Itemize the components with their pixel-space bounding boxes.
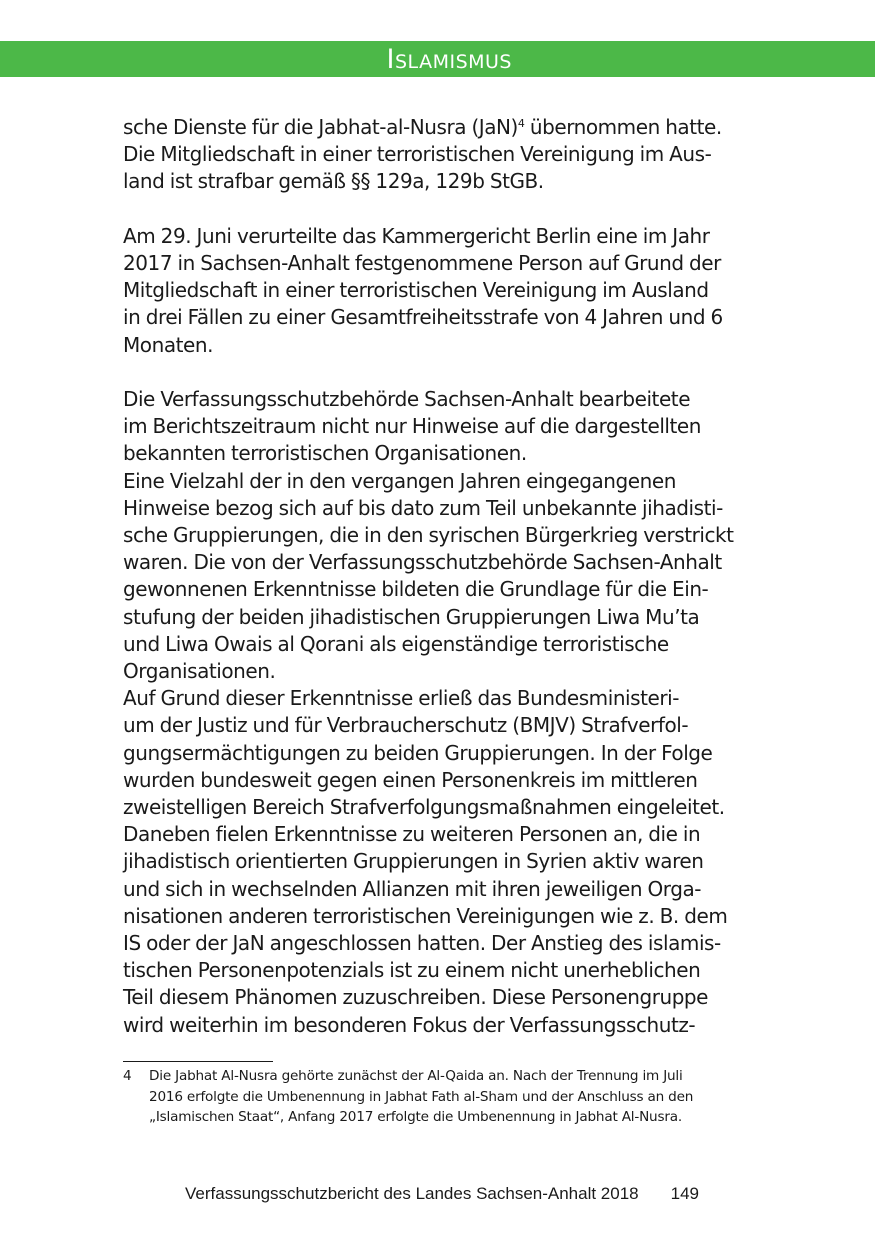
- paragraph-2-line: Mitgliedschaft in einer terroristischen Vereinigung im Ausland: [123, 278, 709, 303]
- paragraph-3: [123, 386, 751, 1039]
- paragraph-3-line: bekannten terroristischen Organisationen.: [123, 441, 527, 466]
- footer-publication-title: Verfassungsschutzbericht des Landes Sachsen-Anhalt 2018: [185, 1184, 639, 1203]
- paragraph-2-line: Monaten.: [123, 332, 214, 357]
- footnote-divider: [123, 1061, 273, 1062]
- footnote: [123, 1066, 763, 1128]
- paragraph-3-line: gungsermächtigungen zu beiden Gruppierungen. In der Folge: [123, 740, 713, 765]
- paragraph-3-line: stufung der beiden jihadistischen Gruppierungen Liwa Mu’ta: [123, 604, 700, 629]
- paragraph-3-line: jihadistisch orientierten Gruppierungen in Syrien aktiv waren: [123, 849, 704, 874]
- paragraph-3-line: gewonnenen Erkenntnisse bildeten die Grundlage für die Ein-: [123, 577, 709, 602]
- paragraph-3-line: Daneben fielen Erkenntnisse zu weiteren Personen an, die in: [123, 822, 701, 847]
- paragraph-3-line: und sich in wechselnden Allianzen mit ihren jeweiligen Orga-: [123, 876, 702, 901]
- footnote-text: [149, 1066, 763, 1128]
- paragraph-2-line: 2017 in Sachsen-Anhalt festgenommene Person auf Grund der: [123, 251, 721, 275]
- paragraph-1-line-1-tail: übernommen hatte.: [524, 115, 722, 139]
- paragraph-2-line: in drei Fällen zu einer Gesamtfreiheitsstrafe von 4 Jahren und 6: [123, 305, 723, 330]
- paragraph-gap: [123, 196, 751, 223]
- chapter-title: Islamismus: [386, 44, 512, 75]
- footnote-reference[interactable]: 4: [517, 117, 525, 130]
- paragraph-3-line: um der Justiz und für Verbraucherschutz (BMJV) Strafverfol-: [123, 713, 689, 738]
- paragraph-3-line: im Berichtszeitraum nicht nur Hinweise auf die dargestellten: [123, 414, 702, 439]
- paragraph-3-line: Hinweise bezog sich auf bis dato zum Teil unbekannte jihadisti-: [123, 495, 723, 520]
- paragraph-3-line: tischen Personenpotenzials ist zu einem nicht unerheblichen: [123, 958, 701, 983]
- footnote-line: 2016 erfolgte die Umbenennung in Jabhat Fath al-Sham und der Anschluss an den: [149, 1088, 694, 1105]
- paragraph-1-line-2: Die Mitgliedschaft in einer terroristischen Vereinigung im Aus-: [123, 142, 712, 167]
- footnote-line: „Islamischen Staat“, Anfang 2017 erfolgte die Umbenennung in Jabhat Al-Nusra.: [149, 1109, 682, 1125]
- paragraph-3-line: Teil diesem Phänomen zuzuschreiben. Diese Personengruppe: [123, 985, 709, 1010]
- paragraph-1-line-3: land ist strafbar gemäß §§ 129a, 129b StGB.: [123, 169, 544, 194]
- paragraph-3-line: wurden bundesweit gegen einen Personenkreis im mittleren: [123, 767, 698, 792]
- body-text: [123, 114, 751, 1039]
- footnote-number: 4: [123, 1068, 132, 1084]
- paragraph-1-line-1: sche Dienste für die Jabhat-al-Nusra (JaN): [123, 115, 518, 139]
- paragraph-3-line: wird weiterhin im besonderen Fokus der Verfassungsschutz-: [123, 1012, 696, 1037]
- page-footer: [185, 1183, 699, 1205]
- paragraph-gap: [123, 359, 751, 386]
- paragraph-3-line: Die Verfassungsschutzbehörde Sachsen-Anhalt bearbeitete: [123, 387, 691, 411]
- page-number: 149: [670, 1184, 700, 1203]
- paragraph-3-line: sche Gruppierungen, die in den syrischen Bürgerkrieg verstrickt: [123, 523, 734, 548]
- paragraph-3-line: Organisationen.: [123, 659, 276, 684]
- footnote-line: Die Jabhat Al-Nusra gehörte zunächst der Al-Qaida an. Nach der Trennung im Juli: [149, 1068, 683, 1084]
- paragraph-3-line: Auf Grund dieser Erkenntnisse erließ das Bundesministeri-: [123, 686, 680, 711]
- paragraph-1: [123, 114, 751, 196]
- paragraph-3-line: waren. Die von der Verfassungsschutzbehörde Sachsen-Anhalt: [123, 550, 722, 575]
- paragraph-3-line: und Liwa Owais al Qorani als eigenständige terroristische: [123, 631, 669, 656]
- paragraph-3-line: zweistelligen Bereich Strafverfolgungsmaßnahmen eingeleitet.: [123, 795, 725, 820]
- paragraph-3-line: Eine Vielzahl der in den vergangen Jahren eingegangenen: [123, 468, 676, 493]
- paragraph-3-line: IS oder der JaN angeschlossen hatten. Der Anstieg des islamis-: [123, 931, 721, 956]
- paragraph-2: [123, 223, 751, 359]
- paragraph-3-line: nisationen anderen terroristischen Vereinigungen wie z. B. dem: [123, 903, 728, 928]
- paragraph-2-line: Am 29. Juni verurteilte das Kammergericht Berlin eine im Jahr: [123, 223, 710, 248]
